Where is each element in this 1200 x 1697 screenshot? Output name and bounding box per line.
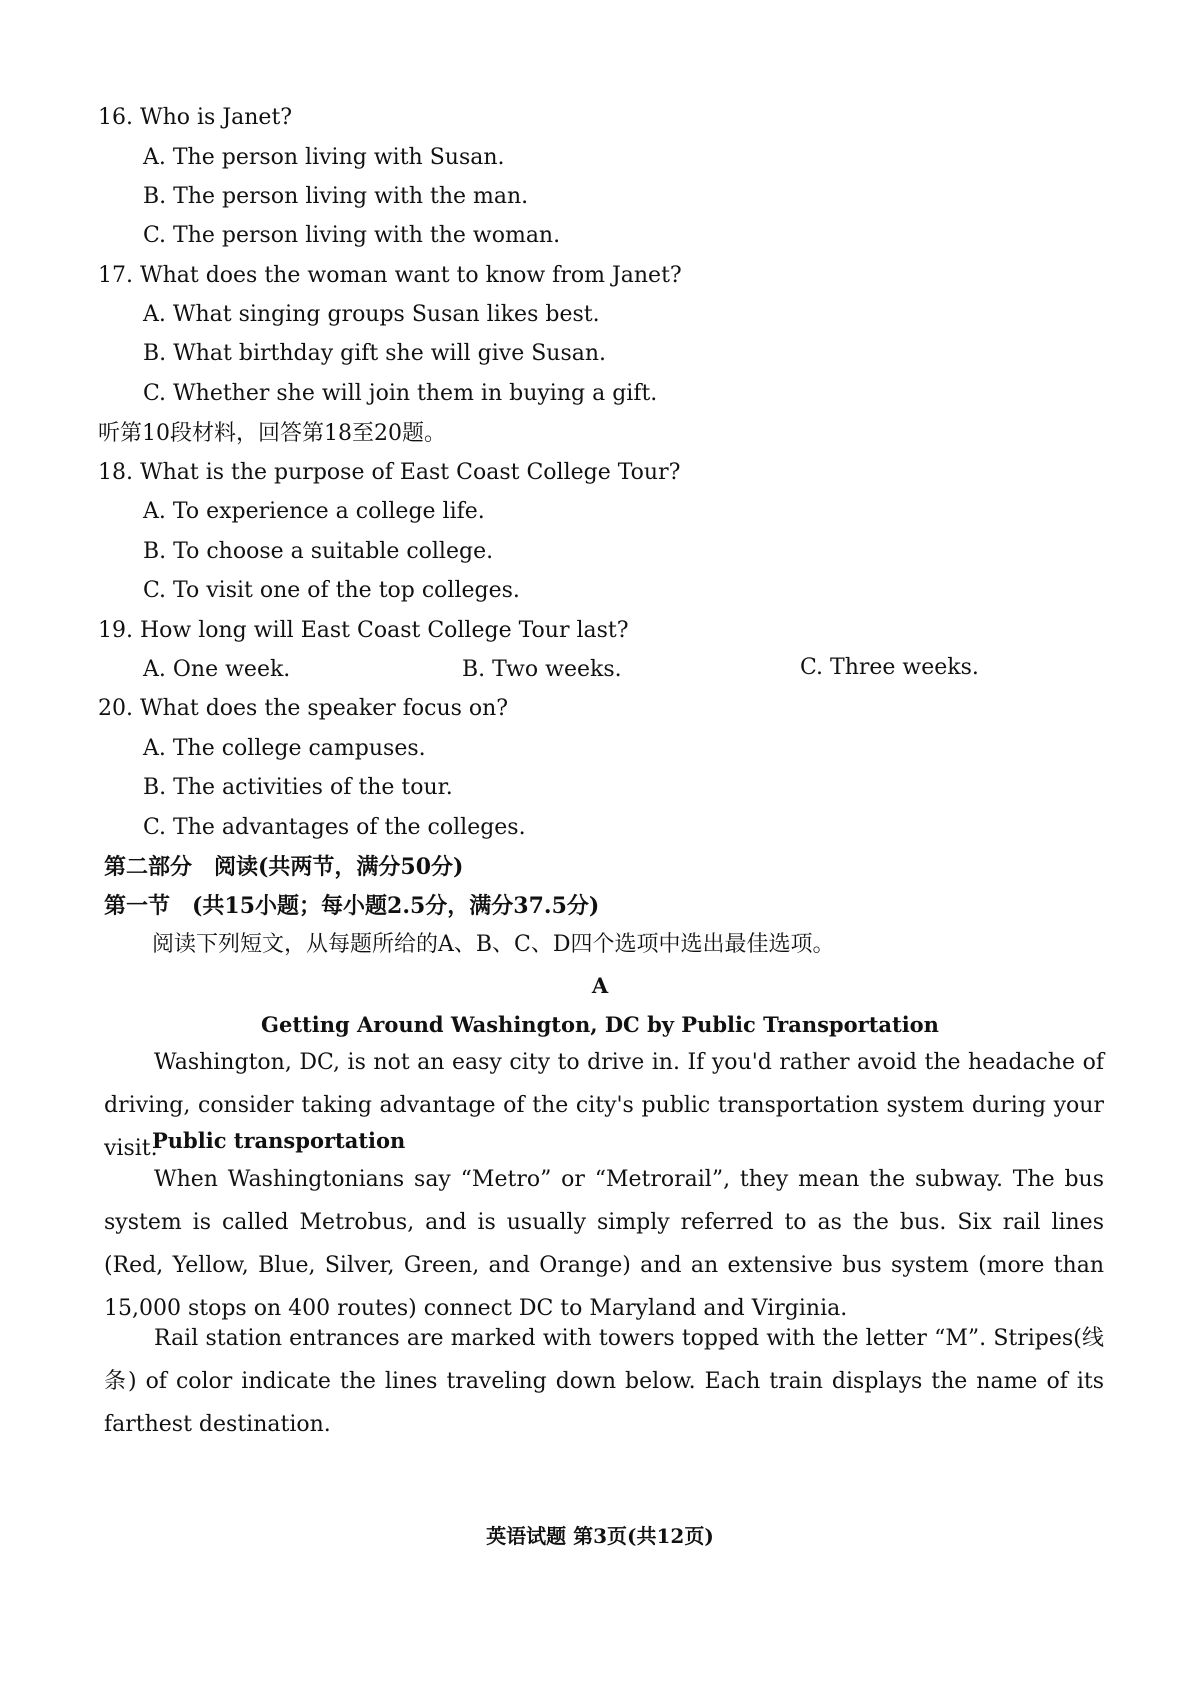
passage-subheading: Public transportation (152, 1128, 406, 1153)
question-20-option-c: C. The advantages of the colleges. (143, 815, 526, 840)
question-18-option-a: A. To experience a college life. (143, 499, 485, 524)
question-16-option-c: C. The person living with the woman. (143, 223, 561, 248)
page-footer: 英语试题 第3页(共12页) (486, 1524, 714, 1548)
question-16-option-b: B. The person living with the man. (143, 184, 529, 209)
question-20-option-a: A. The college campuses. (143, 736, 426, 761)
question-17-option-a: A. What singing groups Susan likes best. (143, 302, 600, 327)
passage-title: Getting Around Washington, DC by Public Transportation (261, 1012, 939, 1037)
section-note-material-10: 听第10段材料，回答第18至20题。 (98, 421, 446, 446)
question-19-option-b: B. Two weeks. (462, 657, 622, 682)
question-16-option-a: A. The person living with Susan. (143, 145, 505, 170)
passage-paragraph-1: When Washingtonians say “Metro” or “Metrorail”, they mean the subway. The bus system is called Metrobus, and is usually simply referred to as the bus. Six rail lines (Red, Yellow, Blue, Silver, Green, and Orange) and an extensive bus system (more than 15,000 stops on 400 routes) connect DC to Maryland and Virginia. (104, 1167, 1104, 1321)
passage-paragraph-2: Rail station entrances are marked with towers topped with the letter “M”. Stripes(线条) of color indicate the lines traveling down below. Each train displays the name of its farthest destination. (104, 1326, 1104, 1437)
question-17-option-b: B. What birthday gift she will give Susan. (143, 341, 607, 366)
question-18-option-b: B. To choose a suitable college. (143, 539, 494, 564)
passage-letter: A (591, 973, 609, 998)
question-18-stem: 18. What is the purpose of East Coast College Tour? (98, 460, 681, 485)
question-18-option-c: C. To visit one of the top colleges. (143, 578, 520, 603)
part-two-title: 第二部分 阅读(共两节，满分50分) (104, 854, 464, 880)
question-20-stem: 20. What does the speaker focus on? (98, 696, 509, 721)
section-one-title: 第一节 (共15小题；每小题2.5分，满分37.5分) (104, 893, 600, 919)
question-19-stem: 19. How long will East Coast College Tour last? (98, 618, 629, 643)
passage-intro: Washington, DC, is not an easy city to drive in. If you'd rather avoid the headache of driving, consider taking advantage of the city's public transportation system during your visit. (104, 1050, 1104, 1161)
question-19-option-a: A. One week. (143, 657, 291, 682)
question-20-option-b: B. The activities of the tour. (143, 775, 453, 800)
question-19-option-c: C. Three weeks. (800, 655, 979, 680)
question-17-stem: 17. What does the woman want to know from Janet? (98, 263, 682, 288)
question-16-stem: 16. Who is Janet? (98, 105, 293, 130)
question-17-option-c: C. Whether she will join them in buying a gift. (143, 381, 658, 406)
reading-instruction: 阅读下列短文，从每题所给的A、B、C、D四个选项中选出最佳选项。 (152, 932, 835, 957)
